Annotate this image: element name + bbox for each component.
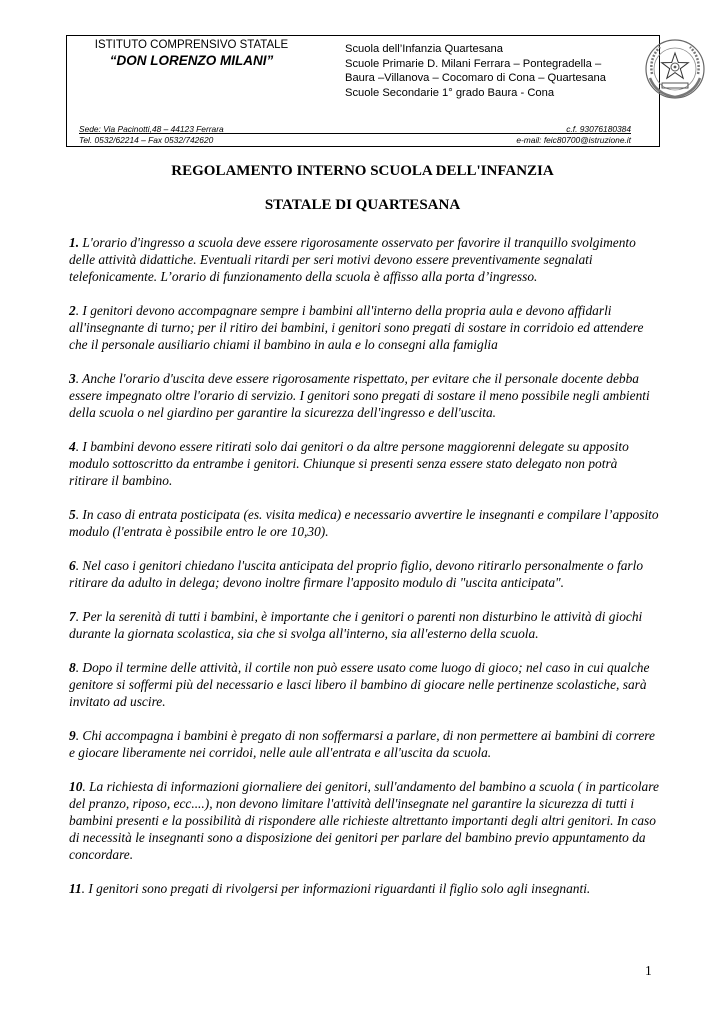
rule-paragraph xyxy=(69,506,659,540)
rule-number: 2 xyxy=(69,303,76,318)
rule-paragraph xyxy=(69,880,659,897)
rule-paragraph xyxy=(69,234,659,285)
institute-title: “DON LORENZO MILANI” xyxy=(109,53,274,68)
institute-name xyxy=(79,39,304,69)
rule-paragraph xyxy=(69,302,659,353)
rule-text: . Anche l'orario d'uscita deve essere rigorosamente rispettato, per evitare che il personale docente debba essere impegnato oltre l'orario di servizio. I genitori sono pregati di sostare il meno possibile negli ambienti della scuola o nel giardino per garantire la sicurezza dell'ingresso e dell'uscita. xyxy=(69,371,650,420)
rule-number: 11 xyxy=(69,881,82,896)
document-title-line1: REGOLAMENTO INTERNO SCUOLA DELL'INFANZIA xyxy=(171,163,554,179)
institute-type: ISTITUTO COMPRENSIVO STATALE xyxy=(94,39,289,51)
rule-paragraph xyxy=(69,659,659,710)
school-line: Scuole Primarie D. Milani Ferrara – Pontegradella – xyxy=(345,57,602,70)
rule-text: . Per la serenità di tutti i bambini, è importante che i genitori o parenti non disturbino le attività di giochi durante la giornata scolastica, sia che si svolga all'interno, sia all'esterno della scuola. xyxy=(69,609,643,641)
rule-text: . In caso di entrata posticipata (es. visita medica) e necessario avvertire le insegnanti e compilare l’apposito modulo (l'entrata è possibile entro le ore 10,30). xyxy=(69,507,659,539)
rule-number: 7 xyxy=(69,609,76,624)
rule-number: 6 xyxy=(69,558,76,573)
phone-fax: Tel. 0532/62214 – Fax 0532/742620 xyxy=(79,135,214,145)
rule-number: 1. xyxy=(69,235,80,250)
rule-text: . Nel caso i genitori chiedano l'uscita anticipata del proprio figlio, devono ritirarlo personalmente o farlo ritirare da adulto in delega; devono inoltre firmare l'apposito modulo di "uscita anticipata". xyxy=(69,558,644,590)
rule-paragraph xyxy=(69,438,659,489)
rule-text: . I genitori sono pregati di rivolgersi per informazioni riguardanti il figlio solo agli insegnanti. xyxy=(81,881,591,896)
rule-paragraph xyxy=(69,557,659,591)
rule-number: 4 xyxy=(69,439,76,454)
tax-code: c.f. 93076180384 xyxy=(566,124,631,134)
school-line: Scuole Secondarie 1° grado Baura - Cona xyxy=(345,86,555,99)
rule-paragraph xyxy=(69,608,659,642)
rules-list xyxy=(69,234,659,914)
rule-text: . I genitori devono accompagnare sempre i bambini all'interno della propria aula e devono affidarli all'insegnante di turno; per il ritiro dei bambini, i genitori sono pregati di sostare in corridoio ed attendere che il personale ausiliario chiami il bambino in aula e lo consegni alla famiglia xyxy=(69,303,644,352)
school-line: Scuola dell’Infanzia Quartesana xyxy=(345,43,503,55)
rule-number: 9 xyxy=(69,728,76,743)
address: Sede: Via Pacinotti,48 – 44123 Ferrara xyxy=(79,124,224,134)
rule-text: L'orario d'ingresso a scuola deve essere rigorosamente osservato per favorire il tranquillo svolgimento delle attività didattiche. Eventuali ritardi per seri motivi devono essere preventivamente segnalati telefonicamente. L’orario di funzionamento della scuola è affisso alla porta d’ingresso. xyxy=(69,235,636,284)
document-title-line2: STATALE DI QUARTESANA xyxy=(264,197,461,213)
rule-text: . Dopo il termine delle attività, il cortile non può essere usato come luogo di gioco; nel caso in cui qualche genitore si soffermi più del necessario e lasci libero il bambino di giocare nelle pertinenze scolastiche, sarà invitato ad uscire. xyxy=(69,660,650,709)
rule-paragraph xyxy=(69,727,659,761)
rule-number: 10 xyxy=(69,779,83,794)
rule-text: . La richiesta di informazioni giornaliere dei genitori, sull'andamento del bambino a scuola ( in particolare del pranzo, riposo, ecc....), non devono limitare l'attività dell'insegnate nel garantire la sicurezza di tutti i bambini presenti e la possibilità di rispondere alle richieste altrettanto importanti degli altri genitori. In caso di necessità le insegnanti sono a disposizione dei genitori per parlare del bambino previo appuntamento da concordare. xyxy=(69,779,659,862)
rule-number: 3 xyxy=(69,371,76,386)
rule-number: 5 xyxy=(69,507,76,522)
email: e-mail: feic80700@istruzione.it xyxy=(516,135,631,145)
italian-republic-emblem-icon xyxy=(644,38,706,100)
schools-list xyxy=(345,42,645,100)
rule-paragraph xyxy=(69,778,659,863)
rule-text: . Chi accompagna i bambini è pregato di non soffermarsi a parlare, di non permettere ai bambini di correre e giocare liberamente nei corridoi, nelle aule all'entrata e all'uscita da scuola. xyxy=(69,728,655,760)
rule-text: . I bambini devono essere ritirati solo dai genitori o da altre persone maggiorenni delegate su apposito modulo sottoscritto da entrambe i genitori. Chiunque si presenti senza essere stato delegato non potrà ritirare il bambino. xyxy=(69,439,629,488)
rule-paragraph xyxy=(69,370,659,421)
page-number: 1 xyxy=(645,963,652,978)
letterhead xyxy=(66,35,660,147)
rule-number: 8 xyxy=(69,660,76,675)
school-line: Baura –Villanova – Cocomaro di Cona – Quartesana xyxy=(345,72,606,85)
